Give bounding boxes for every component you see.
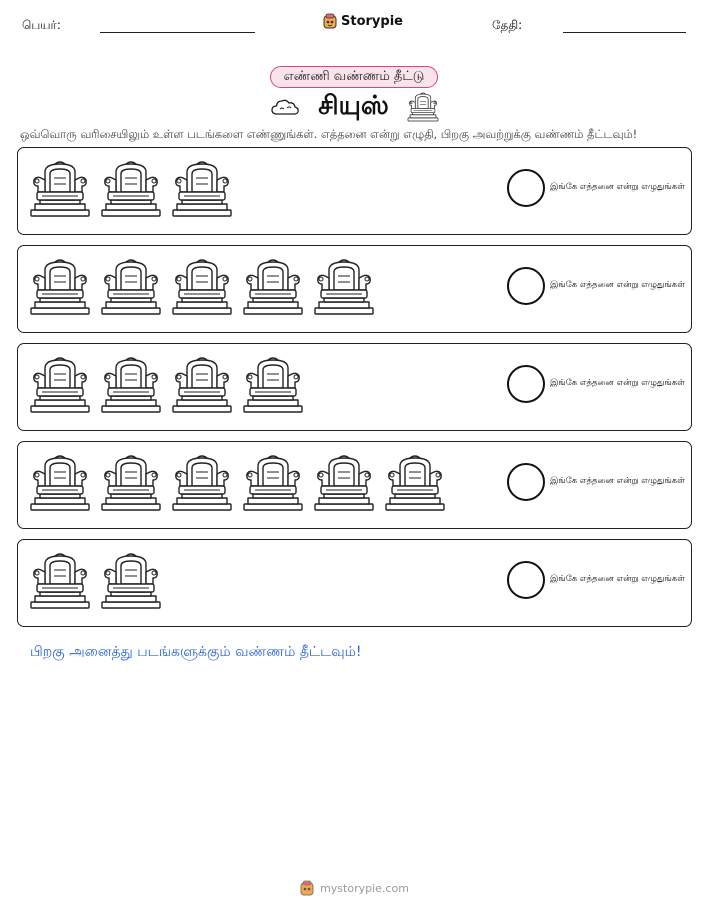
instructions: ஒவ்வொரு வரிசையிலும் உள்ள படங்களை எண்ணுங்கள். எத்தனை என்று எழுதி, பிறகு அவற்றுக்கு வண்ணம் தீட்டவும்!: [20, 127, 638, 141]
answer-circle[interactable]: [507, 463, 545, 501]
count-row: [17, 245, 692, 333]
throne-icon: [101, 454, 161, 512]
throne-group: [30, 258, 374, 316]
throne-icon: [385, 454, 445, 512]
throne-icon: [30, 258, 90, 316]
throne-icon: [101, 552, 161, 610]
write-prompt: இங்கே எத்தனை என்று எழுதுங்கள்: [550, 476, 685, 486]
throne-title-icon: [407, 92, 439, 122]
throne-icon: [172, 258, 232, 316]
worksheet-tag: எண்ணி வண்ணம் தீட்டு: [270, 66, 438, 88]
answer-circle[interactable]: [507, 365, 545, 403]
final-note: பிறகு அனைத்து படங்களுக்கும் வண்ணம் தீட்டவும்!: [30, 644, 362, 660]
write-prompt: இங்கே எத்தனை என்று எழுதுங்கள்: [550, 280, 685, 290]
throne-icon: [172, 160, 232, 218]
site-url: mystorypie.com: [320, 881, 409, 895]
throne-icon: [243, 454, 303, 512]
storypie-logo-icon: [323, 13, 337, 29]
write-prompt: இங்கே எத்தனை என்று எழுதுங்கள்: [550, 182, 685, 192]
date-label: தேதி:: [492, 18, 523, 32]
answer-circle[interactable]: [507, 169, 545, 207]
throne-icon: [30, 160, 90, 218]
throne-icon: [30, 454, 90, 512]
throne-icon: [314, 454, 374, 512]
write-prompt: இங்கே எத்தனை என்று எழுதுங்கள்: [550, 378, 685, 388]
throne-icon: [172, 356, 232, 414]
name-label: பெயர்:: [22, 18, 61, 32]
brand: [323, 13, 403, 29]
storypie-footer-logo-icon: [300, 880, 314, 896]
answer-circle[interactable]: [507, 267, 545, 305]
throne-group: [30, 160, 232, 218]
throne-group: [30, 454, 445, 512]
site-footer: [0, 880, 709, 896]
worksheet-title: சியுஸ்: [318, 90, 389, 121]
count-row: [17, 539, 692, 627]
throne-icon: [243, 356, 303, 414]
throne-icon: [30, 356, 90, 414]
throne-group: [30, 356, 303, 414]
throne-icon: [314, 258, 374, 316]
count-row: [17, 147, 692, 235]
name-line: [100, 32, 255, 33]
throne-icon: [101, 160, 161, 218]
brand-name: Storypie: [341, 13, 403, 29]
throne-icon: [101, 258, 161, 316]
cloud-icon: [270, 95, 300, 119]
count-row: [17, 343, 692, 431]
count-row: [17, 441, 692, 529]
answer-circle[interactable]: [507, 561, 545, 599]
throne-icon: [243, 258, 303, 316]
title-row: [0, 90, 709, 124]
throne-group: [30, 552, 161, 610]
throne-icon: [30, 552, 90, 610]
write-prompt: இங்கே எத்தனை என்று எழுதுங்கள்: [550, 574, 685, 584]
throne-icon: [101, 356, 161, 414]
date-line: [563, 32, 686, 33]
throne-icon: [172, 454, 232, 512]
